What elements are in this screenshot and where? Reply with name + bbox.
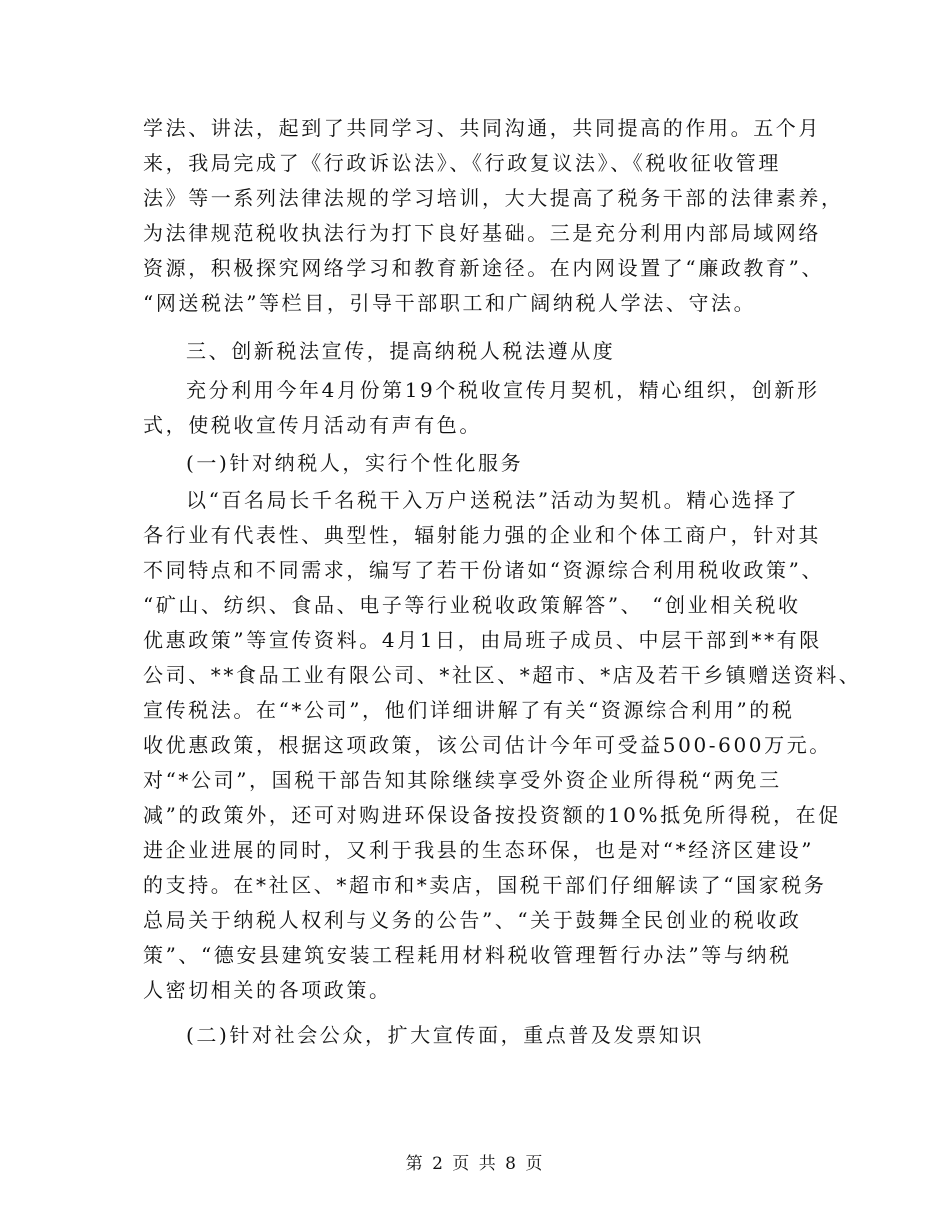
- text-line: 宣传税法。在“*公司”，他们详细讲解了有关“资源综合利用”的税: [143, 698, 795, 722]
- text-line: 收优惠政策，根据这项政策，该公司估计今年可受益500-600万元。: [143, 733, 832, 757]
- text-line: 为法律规范税收执法行为打下良好基础。三是充分利用内部局域网络: [143, 221, 821, 245]
- text-line: 公司、**食品工业有限公司、*社区、*超市、*店及若干乡镇赠送资料、: [143, 663, 862, 687]
- text-line: 充分利用今年4月份第19个税收宣传月契机，精心组织，创新形: [186, 378, 820, 402]
- text-line: 总局关于纳税人权利与义务的公告”、“关于鼓舞全民创业的税收政: [143, 908, 802, 932]
- text-line: 法》等一系列法律法规的学习培训，大大提高了税务干部的法律素养，: [143, 186, 844, 210]
- text-line: 的支持。在*社区、*超市和*卖店，国税干部们仔细解读了“国家税务: [143, 873, 827, 897]
- subsection-heading: (一)针对纳税人，实行个性化服务: [186, 451, 524, 475]
- text-line: 来，我局完成了《行政诉讼法》、《行政复议法》、《税收征收管理: [143, 151, 781, 175]
- text-line: “矿山、纺织、食品、电子等行业税收政策解答”、 “创业相关税收: [143, 593, 801, 617]
- text-line: “网送税法”等栏目，引导干部职工和广阔纳税人学法、守法。: [143, 291, 757, 315]
- page-footer: 第 2 页 共 8 页: [405, 1154, 545, 1174]
- section-heading: 三、创新税法宣传，提高纳税人税法遵从度: [186, 339, 616, 363]
- text-line: 各行业有代表性、典型性，辐射能力强的企业和个体工商户，针对其: [143, 523, 821, 547]
- text-line: 进企业进展的同时，又利于我县的生态环保，也是对“*经济区建设”: [143, 838, 815, 862]
- text-line: 不同特点和不同需求，编写了若干份诸如“资源综合利用税收政策”、: [143, 558, 825, 582]
- subsection-heading: (二)针对社会公众，扩大宣传面，重点普及发票知识: [186, 1023, 705, 1047]
- text-line: 以“百名局长千名税干入万户送税法”活动为契机。精心选择了: [186, 488, 800, 512]
- text-line: 人密切相关的各项政策。: [143, 978, 392, 1002]
- text-line: 减”的政策外，还可对购进环保设备按投资额的10%抵免所得税，在促: [143, 803, 841, 827]
- text-line: 优惠政策”等宣传资料。4月1日，由局班子成员、中层干部到**有限: [143, 628, 822, 652]
- text-line: 资源，积极探究网络学习和教育新途径。在内网设置了“廉政教育”、: [143, 256, 825, 280]
- text-line: 学法、讲法，起到了共同学习、共同沟通，共同提高的作用。五个月: [143, 116, 821, 140]
- text-line: 式，使税收宣传月活动有声有色。: [143, 413, 482, 437]
- text-line: 策”、“德安县建筑安装工程耗用材料税收管理暂行办法”等与纳税: [143, 943, 792, 967]
- text-line: 对“*公司”，国税干部告知其除继续享受外资企业所得税“两免三: [143, 768, 782, 792]
